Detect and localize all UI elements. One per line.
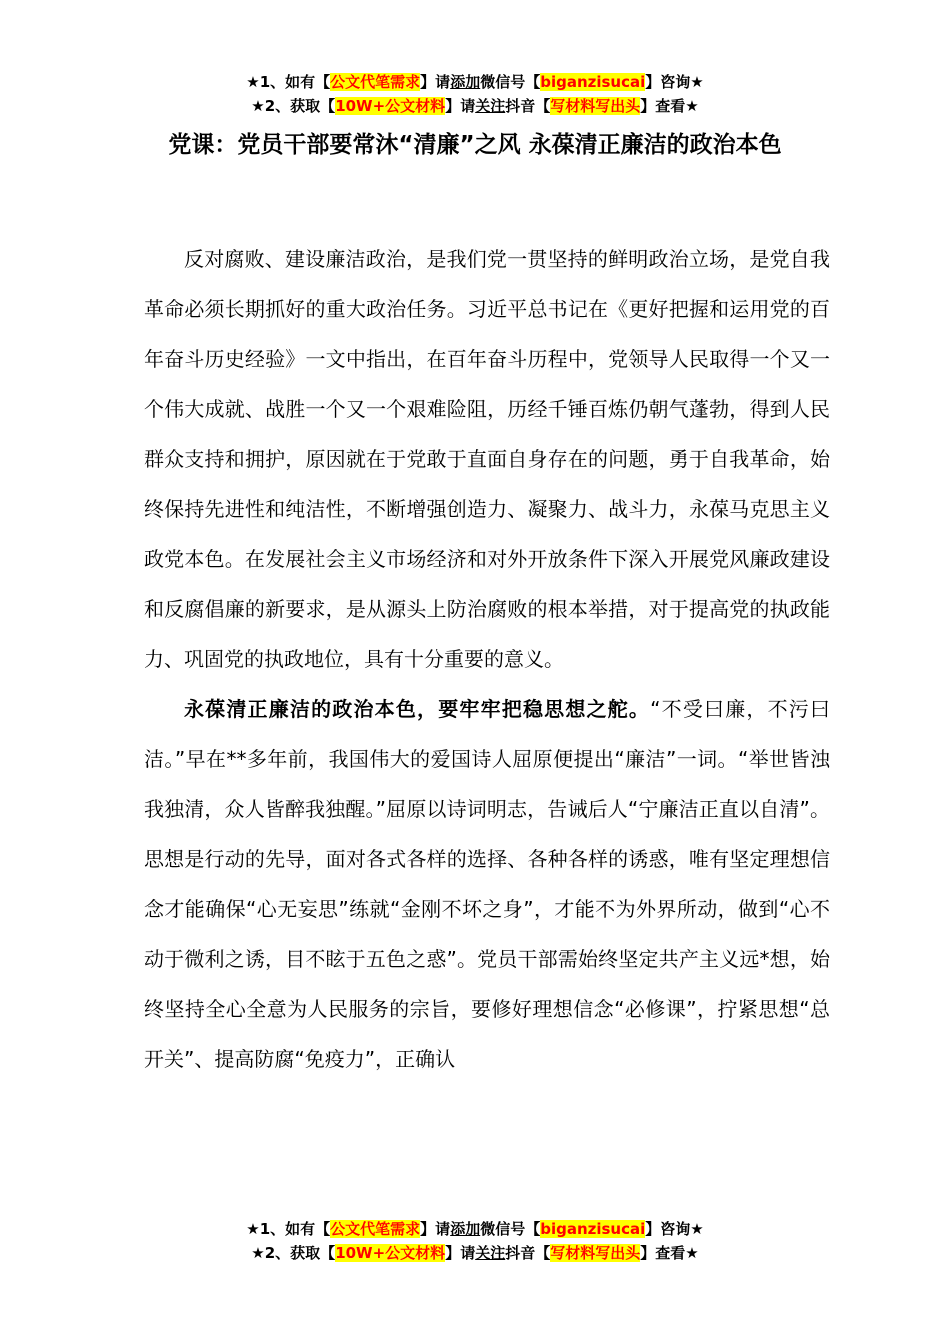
banner-underlined: 关注 — [475, 1244, 506, 1262]
banner-douyin-id: 写材料写出头 — [550, 1244, 641, 1262]
paragraph-lead: 永葆清正廉洁的政治本色，要牢牢把稳思想之舵。 — [184, 697, 651, 721]
banner-line-1 — [0, 1217, 950, 1241]
document-body — [144, 234, 830, 1084]
banner-underlined: 添加 — [450, 1220, 481, 1238]
paragraph-2 — [144, 684, 830, 1084]
banner-text: 】咨询★ — [645, 1220, 704, 1238]
banner-text: 】查看★ — [640, 1244, 699, 1262]
footer-banner — [0, 1217, 950, 1265]
banner-highlight: 公文代笔需求 — [330, 73, 421, 91]
banner-text: 微信号【 — [480, 1220, 541, 1238]
banner-line-2 — [0, 94, 950, 118]
banner-text: 】请 — [445, 97, 476, 115]
paragraph-text: “不受曰廉，不污曰洁。”早在**多年前，我国伟大的爱国诗人屈原便提出“廉洁”一词。“举世皆浊我独清，众人皆醉我独醒。”屈原以诗词明志，告诫后人“宁廉洁正直以自清”。思想是行动的先导，面对各式各样的选择、各种各样的诱惑，唯有坚定理想信念才能确保“心无妄思”练就“金刚不坏之身”，才能不为外界所动，做到“心不动于微利之诱，目不眩于五色之惑”。党员干部需始终坚定共产主义远*想，始终坚持全心全意为人民服务的宗旨，要修好理想信念“必修课”，拧紧思想“总开关”、提高防腐“免疫力”，正确认 — [144, 697, 830, 1071]
banner-text: ★2、获取【 — [251, 97, 336, 115]
banner-text: 抖音【 — [505, 1244, 551, 1262]
paragraph-1: 反对腐败、建设廉洁政治，是我们党一贯坚持的鲜明政治立场，是党自我革命必须长期抓好的重大政治任务。习近平总书记在《更好把握和运用党的百年奋斗历史经验》一文中指出，在百年奋斗历程中，党领导人民取得一个又一个伟大成就、战胜一个又一个艰难险阻，历经千锤百炼仍朝气蓬勃，得到人民群众支持和拥护，原因就在于党敢于直面自身存在的问题，勇于自我革命，始终保持先进性和纯洁性，不断增强创造力、凝聚力、战斗力，永葆马克思主义政党本色。在发展社会主义市场经济和对外开放条件下深入开展党风廉政建设和反腐倡廉的新要求，是从源头上防治腐败的根本举措，对于提高党的执政能力、巩固党的执政地位，具有十分重要的意义。 — [144, 247, 830, 671]
banner-underlined: 添加 — [450, 73, 481, 91]
banner-douyin-id: 写材料写出头 — [550, 97, 641, 115]
banner-text: 】查看★ — [640, 97, 699, 115]
banner-text: 】咨询★ — [645, 73, 704, 91]
banner-wechat-id: biganzisucai — [540, 1220, 646, 1238]
header-banner — [0, 70, 950, 118]
banner-text: ★1、如有【 — [246, 1220, 331, 1238]
banner-text: 微信号【 — [480, 73, 541, 91]
banner-wechat-id: biganzisucai — [540, 73, 646, 91]
banner-line-1 — [0, 70, 950, 94]
banner-line-2 — [0, 1241, 950, 1265]
banner-text: 】请 — [445, 1244, 476, 1262]
banner-highlight: 10W+公文材料 — [335, 97, 446, 115]
document-title: 党课：党员干部要常沐“清廉”之风 永葆清正廉洁的政治本色 — [168, 132, 782, 158]
banner-text: ★1、如有【 — [246, 73, 331, 91]
banner-underlined: 关注 — [475, 97, 506, 115]
banner-text: 抖音【 — [505, 97, 551, 115]
banner-highlight: 公文代笔需求 — [330, 1220, 421, 1238]
banner-text: 】请 — [420, 1220, 451, 1238]
banner-text: ★2、获取【 — [251, 1244, 336, 1262]
banner-text: 】请 — [420, 73, 451, 91]
banner-highlight: 10W+公文材料 — [335, 1244, 446, 1262]
